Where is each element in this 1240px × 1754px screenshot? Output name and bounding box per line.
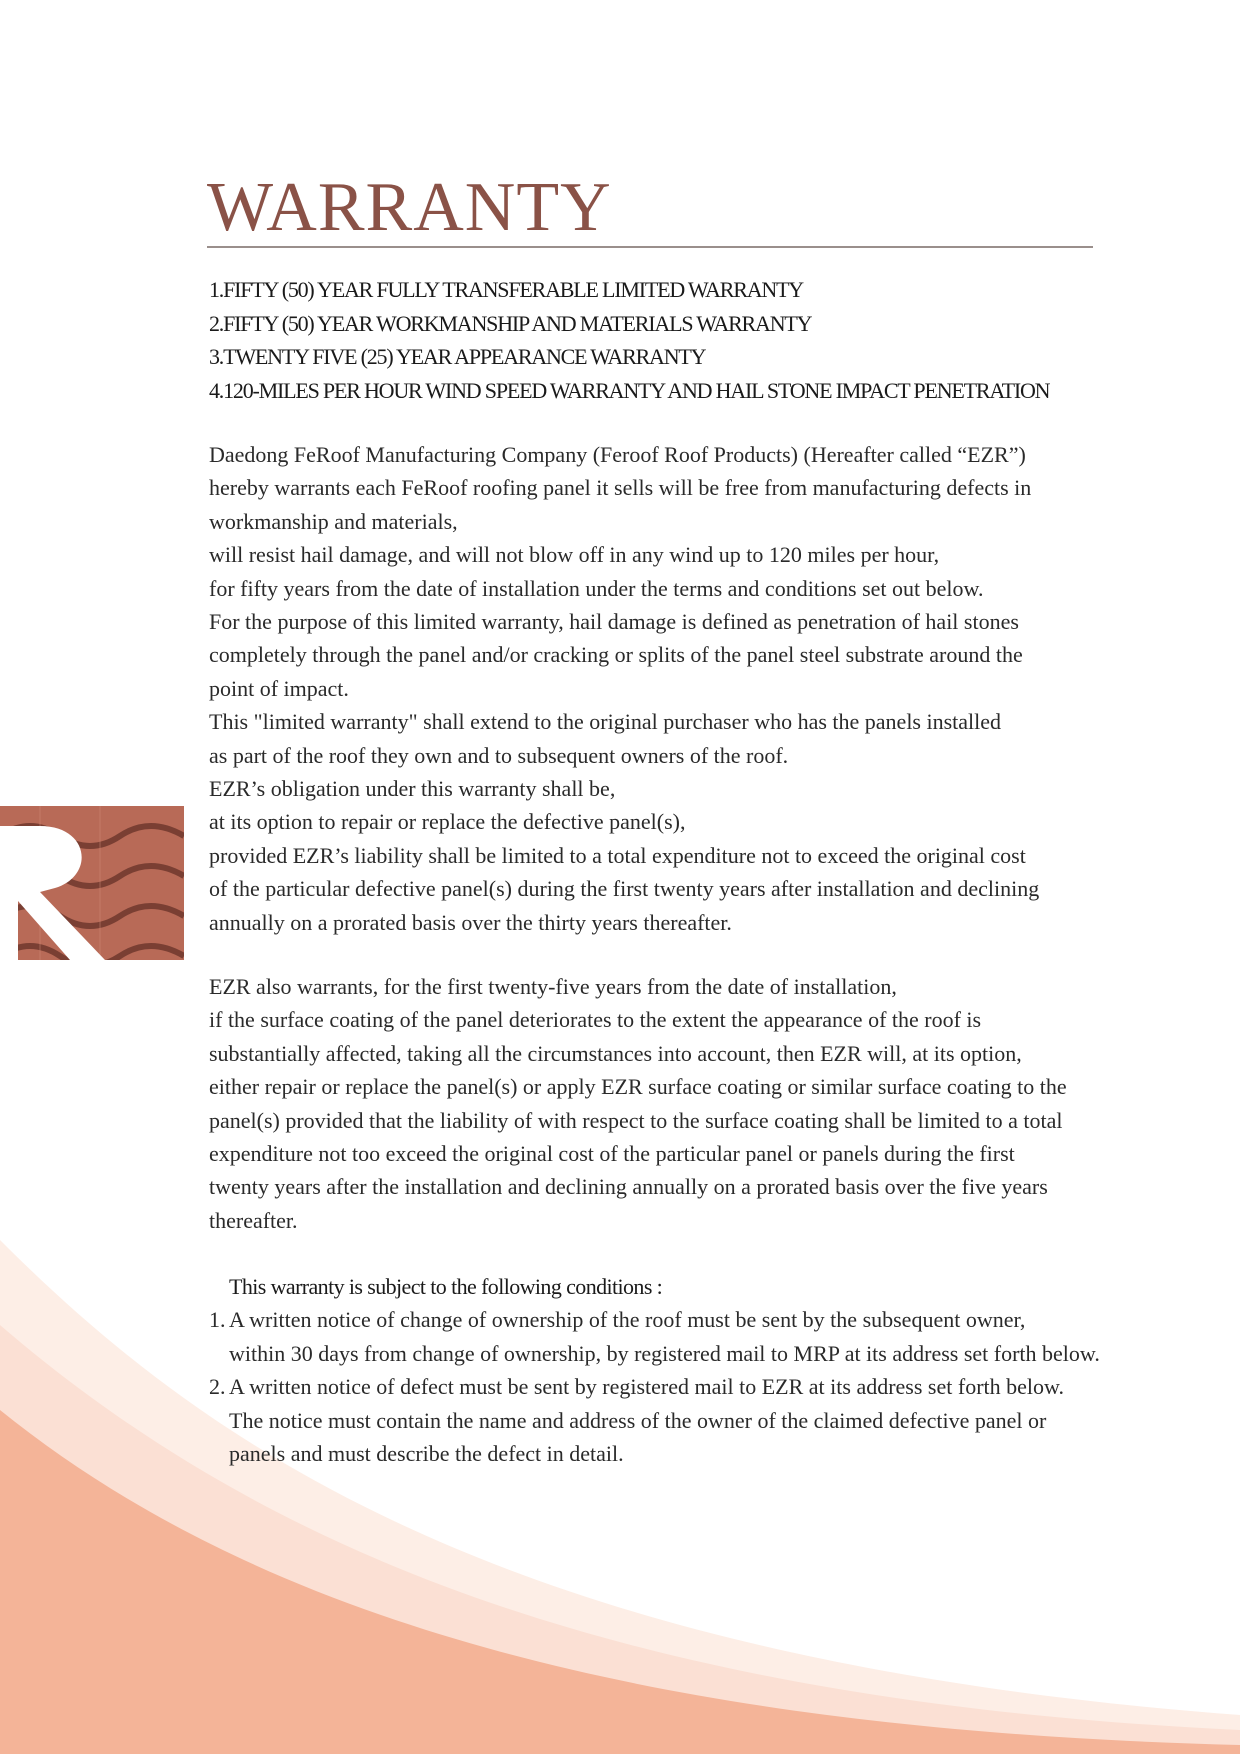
condition-line: A written notice of defect must be sent by registered mail to EZR at its address set forth below. xyxy=(229,1374,1064,1400)
paragraph-line: substantially affected, taking all the circumstances into account, then EZR will, at its option, xyxy=(209,1040,1022,1066)
paragraph-line: of the particular defective panel(s) during the first twenty years after installation and declining xyxy=(209,876,1040,902)
paragraph-line: twenty years after the installation and declining annually on a prorated basis over the five years xyxy=(209,1174,1048,1200)
condition-line: The notice must contain the name and address of the owner of the claimed defective panel or xyxy=(229,1407,1047,1433)
condition-line: A written notice of change of ownership of the roof must be sent by the subsequent owner, xyxy=(229,1307,1026,1333)
paragraph-line: if the surface coating of the panel deteriorates to the extent the appearance of the roof is xyxy=(209,1007,982,1033)
paragraph-line: This "limited warranty" shall extend to the original purchaser who has the panels installed xyxy=(209,709,1002,735)
condition-number: 2. xyxy=(209,1374,226,1400)
paragraph-line: provided EZR’s liability shall be limited to a total expenditure not to exceed the original cost xyxy=(209,842,1026,868)
warranty-heading-1: 1.FIFTY (50) YEAR FULLY TRANSFERABLE LIMITED WARRANTY xyxy=(209,277,803,302)
paragraph-line: for fifty years from the date of installation under the terms and conditions set out below. xyxy=(209,575,984,601)
roof-tile-logo-icon xyxy=(0,806,184,960)
paragraph-line: thereafter. xyxy=(209,1207,298,1233)
paragraph-line: expenditure not too exceed the original cost of the particular panel or panels during the first xyxy=(209,1141,1015,1167)
condition-line: within 30 days from change of ownership, by registered mail to MRP at its address set forth below. xyxy=(229,1340,1100,1366)
condition-item-2 xyxy=(209,1370,1219,1470)
page-title: WARRANTY xyxy=(207,169,612,246)
warranty-paragraph-1 xyxy=(209,438,1169,939)
paragraph-line: hereby warrants each FeRoof roofing panel it sells will be free from manufacturing defects in xyxy=(209,475,1032,501)
title-divider xyxy=(207,246,1093,248)
condition-number: 1. xyxy=(209,1307,226,1333)
paragraph-line: point of impact. xyxy=(209,675,349,701)
condition-item-1 xyxy=(209,1303,1219,1370)
paragraph-line: annually on a prorated basis over the thirty years thereafter. xyxy=(209,909,732,935)
paragraph-line: either repair or replace the panel(s) or apply EZR surface coating or similar surface coating to the xyxy=(209,1074,1067,1100)
warranty-conditions xyxy=(209,1270,1219,1470)
warranty-headings xyxy=(209,273,1049,407)
paragraph-line: will resist hail damage, and will not blow off in any wind up to 120 miles per hour, xyxy=(209,542,940,568)
condition-line: panels and must describe the defect in detail. xyxy=(229,1441,624,1467)
warranty-heading-2: 2.FIFTY (50) YEAR WORKMANSHIP AND MATERIALS WARRANTY xyxy=(209,310,812,336)
paragraph-line: completely through the panel and/or cracking or splits of the panel steel substrate around the xyxy=(209,642,1023,668)
conditions-intro: This warranty is subject to the following conditions : xyxy=(229,1274,663,1299)
paragraph-line: workmanship and materials, xyxy=(209,508,458,534)
paragraph-line: as part of the roof they own and to subsequent owners of the roof. xyxy=(209,742,789,768)
warranty-heading-3: 3.TWENTY FIVE (25) YEAR APPEARANCE WARRANTY xyxy=(209,344,706,369)
paragraph-line: EZR’s obligation under this warranty shall be, xyxy=(209,776,616,802)
paragraph-line: at its option to repair or replace the defective panel(s), xyxy=(209,809,686,835)
paragraph-line: Daedong FeRoof Manufacturing Company (Feroof Roof Products) (Hereafter called “EZR”) xyxy=(209,442,1026,467)
paragraph-line: panel(s) provided that the liability of with respect to the surface coating shall be limited to a total xyxy=(209,1107,1063,1133)
paragraph-line: EZR also warrants, for the first twenty-five years from the date of installation, xyxy=(209,974,897,999)
warranty-heading-4: 4.120-MILES PER HOUR WIND SPEED WARRANTY AND HAIL STONE IMPACT PENETRATION xyxy=(209,377,1050,403)
warranty-paragraph-2 xyxy=(209,970,1169,1237)
paragraph-line: For the purpose of this limited warranty, hail damage is defined as penetration of hail stones xyxy=(209,609,1019,635)
